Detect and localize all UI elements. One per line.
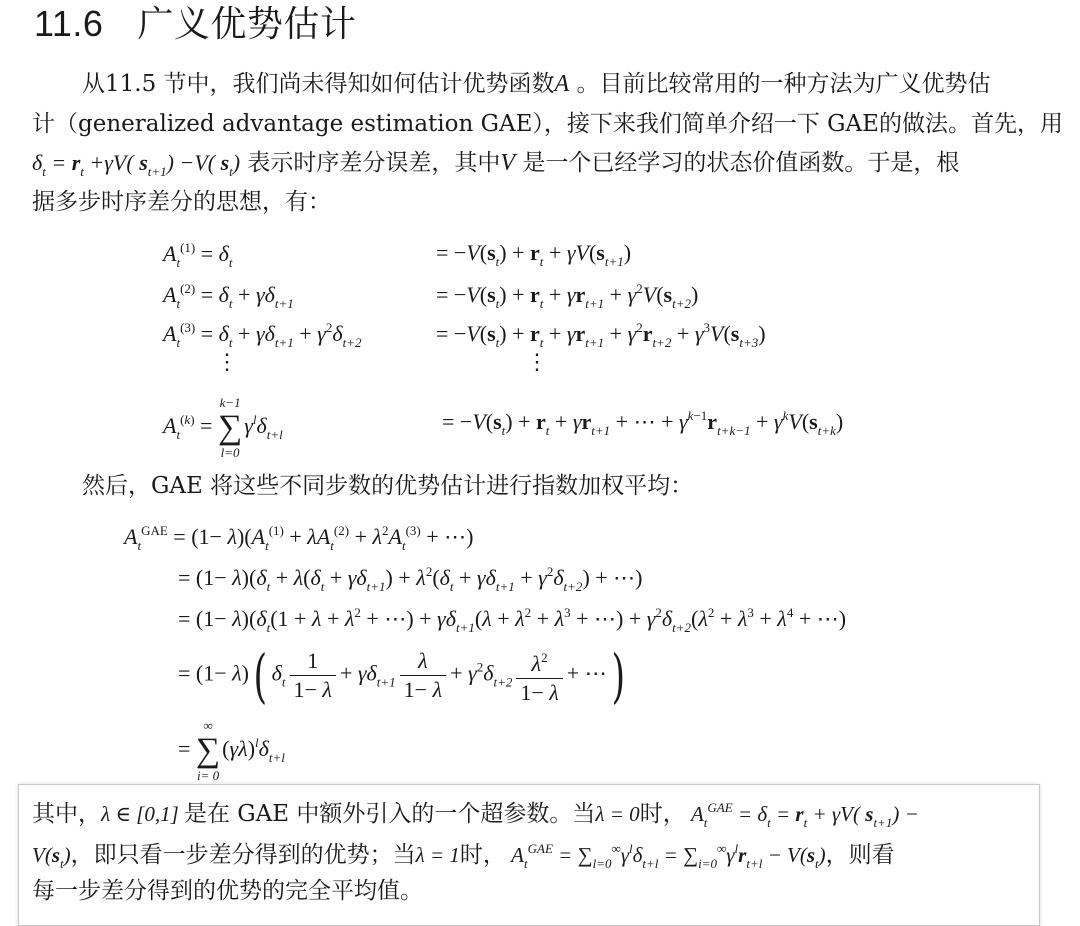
text-segment: ，则看 <box>825 842 895 868</box>
math-inline: λ = 1 <box>415 843 460 867</box>
paragraph-3-line-3: 每一步差分得到的优势的完全平均值。 <box>32 878 423 904</box>
paragraph-1-line-2: 计（generalized advantage estimation GAE），接下来我们简单介绍一下 GAE的做法。首先，用 <box>32 111 1063 137</box>
text-segment: 是在 GAE 中额外引入的一个超参数。当 <box>184 801 596 827</box>
vertical-dots: ⋮ <box>526 350 548 375</box>
equation-ak-right: = $-V(s_t) + r_t + \gamma r_{t+1}$ + ⋯ + $\gamma^{k-1}r_{t+k-1} + \gamma^kV(s_{t+k})$ <box>442 408 844 438</box>
equation-gae-3: = $(1- \lambda)(\delta_t(1 + \lambda + \lambda^2$ + ⋯) + $\gamma\delta_{t+1}(\lambda + \lambda^2 + \lambda^3$ + ⋯) + $\gamma^2\delta_{t+2}(\lambda^2 + \lambda^3 + \lambda^4$ + ⋯) <box>178 605 847 635</box>
text-segment: 时， <box>459 842 506 868</box>
vertical-dots: ⋮ <box>216 350 238 375</box>
section-title: 广义优势估计 <box>137 3 357 44</box>
paragraph-1-line-4: 据多步时序差分的思想，有： <box>32 189 331 215</box>
paragraph-2: 然后，GAE 将这些不同步数的优势估计进行指数加权平均： <box>82 473 694 499</box>
equation-ak-left: $A_t^{(k)}$ = k−1 ∑ l=0 $\gamma^l\delta_{t+l}$ <box>163 395 283 460</box>
paragraph-1-line-1 <box>82 64 991 104</box>
equation-gae-2: = $(1- \lambda)(\delta_t + \lambda(\delta_t + \gamma\delta_{t+1}) + \lambda^2(\delta_t + \gamma\delta_{t+1} + \gamma^2\delta_{t+2})$ + ⋯) <box>178 564 643 594</box>
equation-a1-right: = $-V(s_t) + r_t + \gamma V(s_{t+1})$ <box>436 240 632 269</box>
math-var: V <box>500 150 516 176</box>
text-segment: 表示时序差分误差，其中 <box>240 150 501 176</box>
section-heading <box>34 0 356 47</box>
math-var: A <box>554 71 570 97</box>
math-inline: λ = 0 <box>595 802 640 826</box>
text-segment: 从11.5 节中，我们尚未得知如何估计优势函数 <box>82 71 555 97</box>
text-segment: 是一个已经学习的状态价值函数。于是，根 <box>515 150 960 176</box>
text-segment: 其中， <box>32 801 101 827</box>
text-segment: ，即只看一步差分得到的优势；当 <box>70 842 416 868</box>
equation-a2-right: = $-V(s_t) + r_t + \gamma r_{t+1} + \gamma^2V(s_{t+2})$ <box>436 281 699 311</box>
math-inline: $A_t^{GAE} = \delta_t = r_t + \gamma V$( $s_{t+1}$) − <box>685 800 919 830</box>
equation-a1-left: $A_t^{(1)} = \delta_t$ <box>163 240 233 270</box>
equation-a3-left: $A_t^{(3)} = \delta_t + \gamma\delta_{t+1} + \gamma^2\delta_{t+2}$ <box>163 320 362 350</box>
equation-gae-5: = ∞ ∑ i= 0 $(\gamma\lambda)^l\delta_{t+l}$ <box>178 718 285 783</box>
equation-gae-1: $A_t^{GAE} = (1- \lambda)(A_t^{(1)} + \lambda A_t^{(2)} + \lambda^2A_t^{(3)}$ + ⋯) <box>124 523 474 553</box>
math-inline: $A_t^{GAE} = \sum_{l=0}^\infty\gamma^l\delta_{t+l} = \sum_{i=0}^\infty\gamma^lr_{t+l} - V(s_t)$ <box>505 841 826 871</box>
math-inline: λ ∈ [0,1] <box>101 802 184 826</box>
equation-gae-4: = (1− λ)( $\delta_t$ $\frac{1}{1- \lambda}$ + $\gamma\delta_{t+1}$ $\frac{\lambda}{1- \lambda}$ + $\gamma^2\delta_{t+2}$ $\frac{\lambda^2}{1- \lambda}$ + ⋯) <box>178 641 625 710</box>
text-segment: 。目前比较常用的一种方法为广义优势估 <box>569 71 991 97</box>
equation-a3-right: = $-V(s_t) + r_t + \gamma r_{t+1} + \gamma^2r_{t+2} + \gamma^3V(s_{t+3})$ <box>436 320 766 350</box>
section-number: 11.6 <box>34 3 104 44</box>
text-segment: 时， <box>639 801 686 827</box>
equation-a2-left: $A_t^{(2)} = \delta_t + \gamma\delta_{t+1}$ <box>163 281 294 311</box>
td-error-formula: $\delta_t = r_t +\gamma V$( $s_{t+1}) -V$( $s_t$) <box>32 150 241 179</box>
math-inline: $V(s_t)$ <box>32 843 71 871</box>
